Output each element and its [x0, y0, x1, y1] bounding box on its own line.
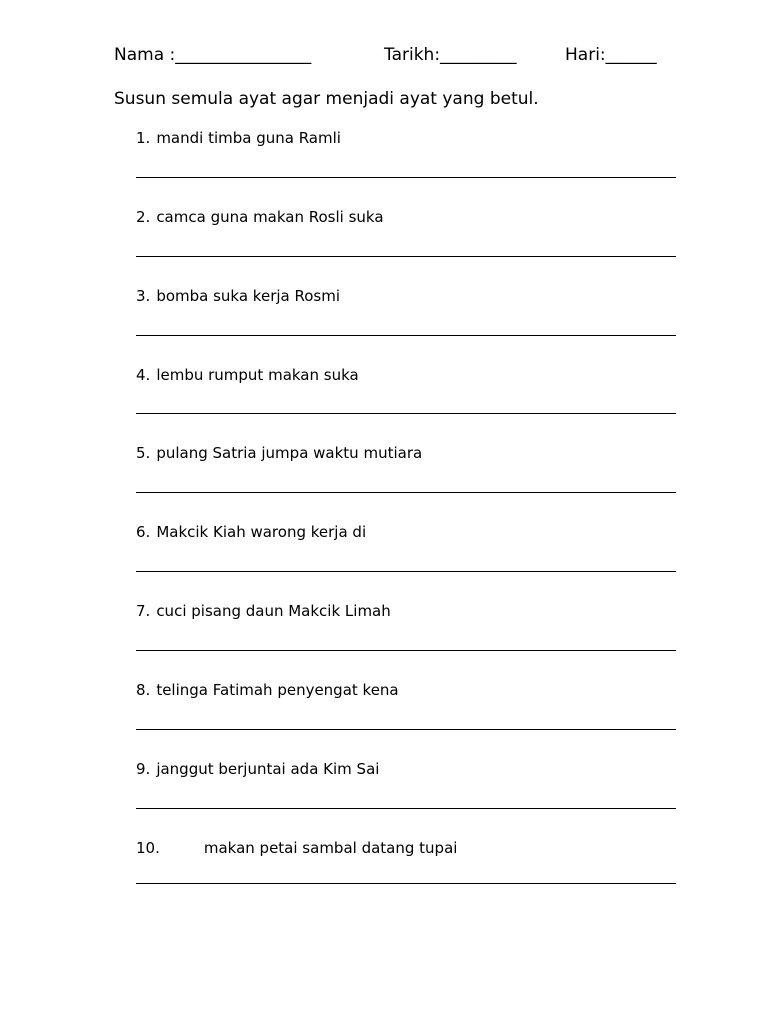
question-item	[136, 129, 676, 179]
answer-line[interactable]	[136, 650, 676, 651]
question-item	[136, 366, 676, 416]
question-number: 7.	[136, 602, 151, 620]
header	[114, 45, 674, 69]
question-item	[136, 287, 676, 337]
nama-field[interactable]: Nama :________________	[114, 45, 312, 65]
question-number: 10.	[136, 839, 160, 857]
instruction: Susun semula ayat agar menjadi ayat yang betul.	[114, 89, 539, 109]
answer-line[interactable]	[136, 413, 676, 414]
answer-line[interactable]	[136, 492, 676, 493]
question-text: lembu rumput makan suka	[156, 366, 359, 384]
question-text: mandi timba guna Ramli	[156, 129, 341, 147]
answer-line[interactable]	[136, 729, 676, 730]
question-number: 2.	[136, 208, 151, 226]
question-number: 9.	[136, 760, 151, 778]
question-text: janggut berjuntai ada Kim Sai	[156, 760, 380, 778]
question-item	[136, 523, 676, 573]
answer-line[interactable]	[136, 883, 676, 884]
question-item	[136, 602, 676, 652]
answer-line[interactable]	[136, 571, 676, 572]
question-text: makan petai sambal datang tupai	[203, 839, 458, 857]
question-text: telinga Fatimah penyengat kena	[156, 681, 399, 699]
question-text: Makcik Kiah warong kerja di	[156, 523, 367, 541]
question-item	[136, 444, 676, 494]
question-item	[136, 208, 676, 258]
question-text: pulang Satria jumpa waktu mutiara	[156, 444, 423, 462]
answer-line[interactable]	[136, 177, 676, 178]
question-number: 8.	[136, 681, 151, 699]
question-number: 4.	[136, 366, 151, 384]
question-number: 3.	[136, 287, 151, 305]
question-item	[136, 681, 676, 731]
question-text: cuci pisang daun Makcik Limah	[156, 602, 391, 620]
question-number: 5.	[136, 444, 151, 462]
question-number: 1.	[136, 129, 151, 147]
question-text: camca guna makan Rosli suka	[156, 208, 384, 226]
hari-field[interactable]: Hari:______	[565, 45, 657, 65]
question-item	[136, 839, 676, 889]
answer-line[interactable]	[136, 808, 676, 809]
question-item	[136, 760, 676, 810]
question-number: 6.	[136, 523, 151, 541]
question-text: bomba suka kerja Rosmi	[156, 287, 341, 305]
tarikh-field[interactable]: Tarikh:_________	[384, 45, 517, 65]
answer-line[interactable]	[136, 256, 676, 257]
answer-line[interactable]	[136, 335, 676, 336]
